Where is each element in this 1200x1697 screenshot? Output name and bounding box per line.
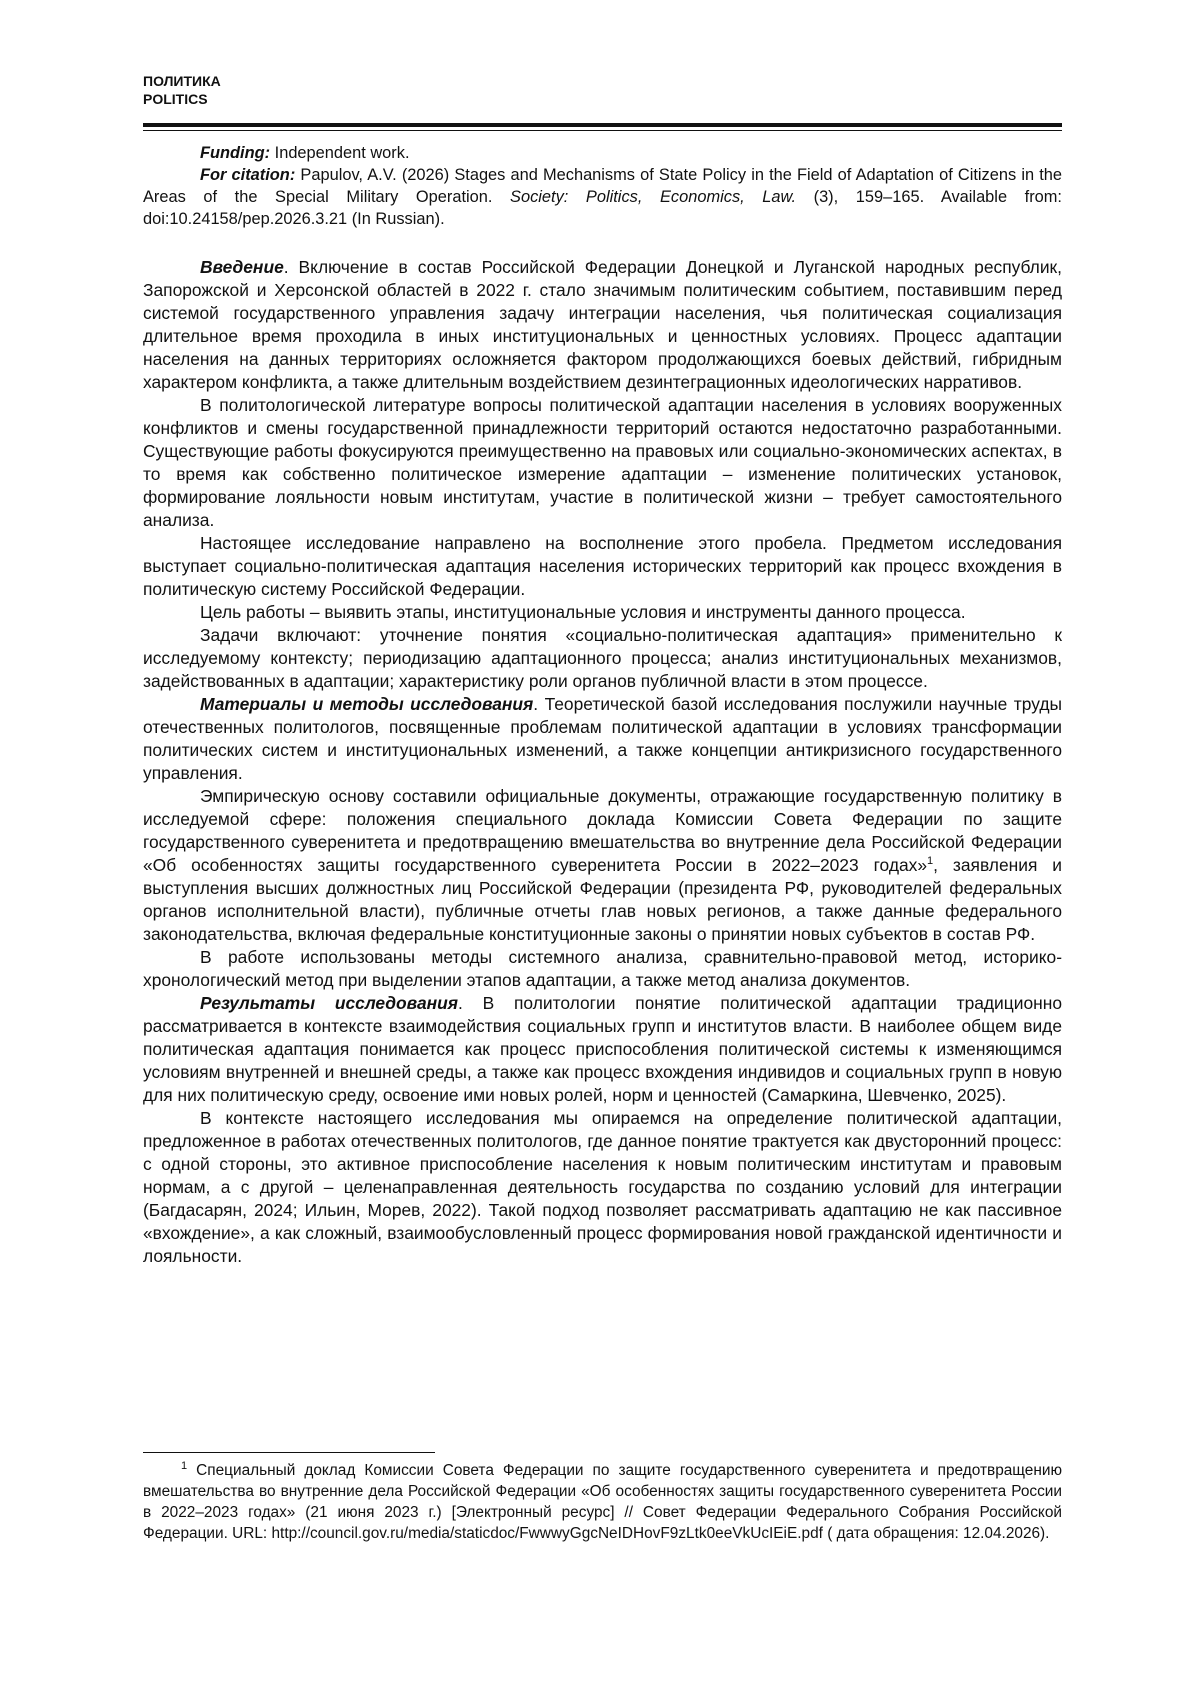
footnote-number: 1 — [181, 1459, 188, 1472]
paragraph-results — [143, 992, 1062, 1107]
footnote — [143, 1460, 1062, 1544]
citation-label: For citation: — [200, 166, 296, 184]
citation-text-1: Papulov, A.V. (2026) Stages and Mechanisms of State Policy in the Field of Adaptation of Citizens in the Areas of the Special Military Operation. — [143, 166, 1062, 206]
running-head — [143, 72, 221, 108]
article-body — [143, 256, 1062, 1268]
citation-line — [143, 164, 1062, 230]
funding-line — [143, 142, 1062, 164]
footnote-reference[interactable]: 1 — [927, 855, 934, 868]
footnote-text: Специальный доклад Комиссии Совета Федерации по защите государственного суверенитета и предотвращению вмешательства во внутренние дела Российской Федерации «Об особенностях защиты государственного суверенитета России в 2022–2023 годах» (21 июня 2023 г.) [Электронный ресурс] // Совет Федерации Федерального Собрания Российской Федерации. URL: http://council.gov.ru/media/staticdoc/FwwwyGgcNeIDHovF9zLtk0eeVkUcIEiE.pdf ( дата обращения: 12.04.2026). — [143, 1462, 1062, 1542]
funding-text: Independent work. — [270, 144, 410, 162]
paragraph-methods — [143, 693, 1062, 785]
heading-introduction: Введение — [200, 257, 284, 277]
paragraph-text: , заявления и выступления высших должностных лиц Российской Федерации (президента РФ, руководителей федеральных органов исполнительной власти), публичные отчеты глав новых регионов, а также данные федерального законодательства, включая федеральные конституционные законы о принятии новых субъектов в состав РФ. — [143, 855, 1063, 944]
citation-journal: Society: Politics, Economics, Law. — [510, 188, 797, 206]
paragraph-text: Эмпирическую основу составили официальные документы, отражающие государственную политику в исследуемой сфере: положения специального доклада Комиссии Совета Федерации по защите государственного суверенитета и предотвращению вмешательства во внутренние дела Российской Федерации «Об особенностях защиты государственного суверенитета России в 2022–2023 годах» — [143, 786, 1062, 875]
paragraph-intro — [143, 256, 1062, 394]
paragraph: В работе использованы методы системного анализа, сравнительно-правовой метод, историко-хронологический метод при выделении этапов адаптации, а также метод анализа документов. — [143, 947, 1062, 990]
footnote-separator — [143, 1452, 435, 1453]
paragraph-text: . Теоретической базой исследования послужили научные труды отечественных политологов, посвященные проблемам политической адаптации в условиях трансформации политических систем и институциональных изменений, а также концепции антикризисного государственного управления. — [143, 694, 1062, 783]
article-meta — [143, 142, 1062, 230]
citation-text-2: (3), 159–165. Available from: doi:10.24158/pep.2026.3.21 (In Russian). — [143, 188, 1062, 228]
paragraph: В контексте настоящего исследования мы опираемся на определение политической адаптации, предложенное в работах отечественных политологов, где данное понятие трактуется как двусторонний процесс: с одной стороны, это активное приспособление населения к новым политическим институтам и правовым нормам, а с другой – целенаправленная деятельность государства по созданию условий для интеграции (Багдасарян, 2024; Ильин, Морев, 2022). Такой подход позволяет рассматривать адаптацию не как пассивное «вхождение», а как сложный, взаимообусловленный процесс формирования новой гражданской идентичности и лояльности. — [143, 1108, 1062, 1266]
header-rule-thick — [143, 123, 1062, 127]
paragraph-text: . Включение в состав Российской Федерации Донецкой и Луганской народных республик, Запорожской и Херсонской областей в 2022 г. стало значимым политическим событием, поставившим перед системой государственного управления задачу интеграции населения, чья политическая социализация длительное время проходила в иных институциональных и ценностных условиях. Процесс адаптации населения на данных территориях осложняется фактором продолжающихся боевых действий, гибридным характером конфликта, а также длительным воздействием дезинтеграционных идеологических нарративов. — [143, 257, 1062, 392]
paragraph: Цель работы – выявить этапы, институциональные условия и инструменты данного процесса. — [200, 602, 966, 622]
section-title-ru: ПОЛИТИКА — [143, 73, 221, 89]
heading-results: Результаты исследования — [200, 993, 458, 1013]
section-title-en: POLITICS — [143, 91, 208, 107]
funding-label: Funding: — [200, 144, 271, 162]
heading-methods: Материалы и методы исследования — [200, 694, 534, 714]
paragraph: Настоящее исследование направлено на восполнение этого пробела. Предметом исследования выступает социально-политическая адаптация населения исторических территорий как процесс вхождения в политическую систему Российской Федерации. — [143, 533, 1062, 599]
header-rule-thin — [143, 130, 1062, 131]
paragraph-empirical — [143, 785, 1062, 946]
paragraph-text: . В политологии понятие политической адаптации традиционно рассматривается в контексте взаимодействия социальных групп и институтов власти. В наиболее общем виде политическая адаптация понимается как процесс приспособления политической системы к изменяющимся условиям внутренней и внешней среды, а также как процесс вхождения индивидов и социальных групп в новую для них политическую среду, освоение ими новых ролей, норм и ценностей (Самаркина, Шевченко, 2025). — [143, 993, 1063, 1105]
footnote-text-line — [143, 1460, 1062, 1544]
paragraph: В политологической литературе вопросы политической адаптации населения в условиях вооруженных конфликтов и смены государственной принадлежности территорий остаются недостаточно разработанными. Существующие работы фокусируются преимущественно на правовых или социально-экономических аспектах, в то время как собственно политическое измерение адаптации – изменение политических установок, формирование лояльности новым институтам, участие в политической жизни – требует самостоятельного анализа. — [143, 395, 1062, 530]
paragraph: Задачи включают: уточнение понятия «социально-политическая адаптация» применительно к исследуемому контексту; периодизацию адаптационного процесса; анализ институциональных механизмов, задействованных в адаптации; характеристику роли органов публичной власти в этом процессе. — [143, 625, 1062, 691]
